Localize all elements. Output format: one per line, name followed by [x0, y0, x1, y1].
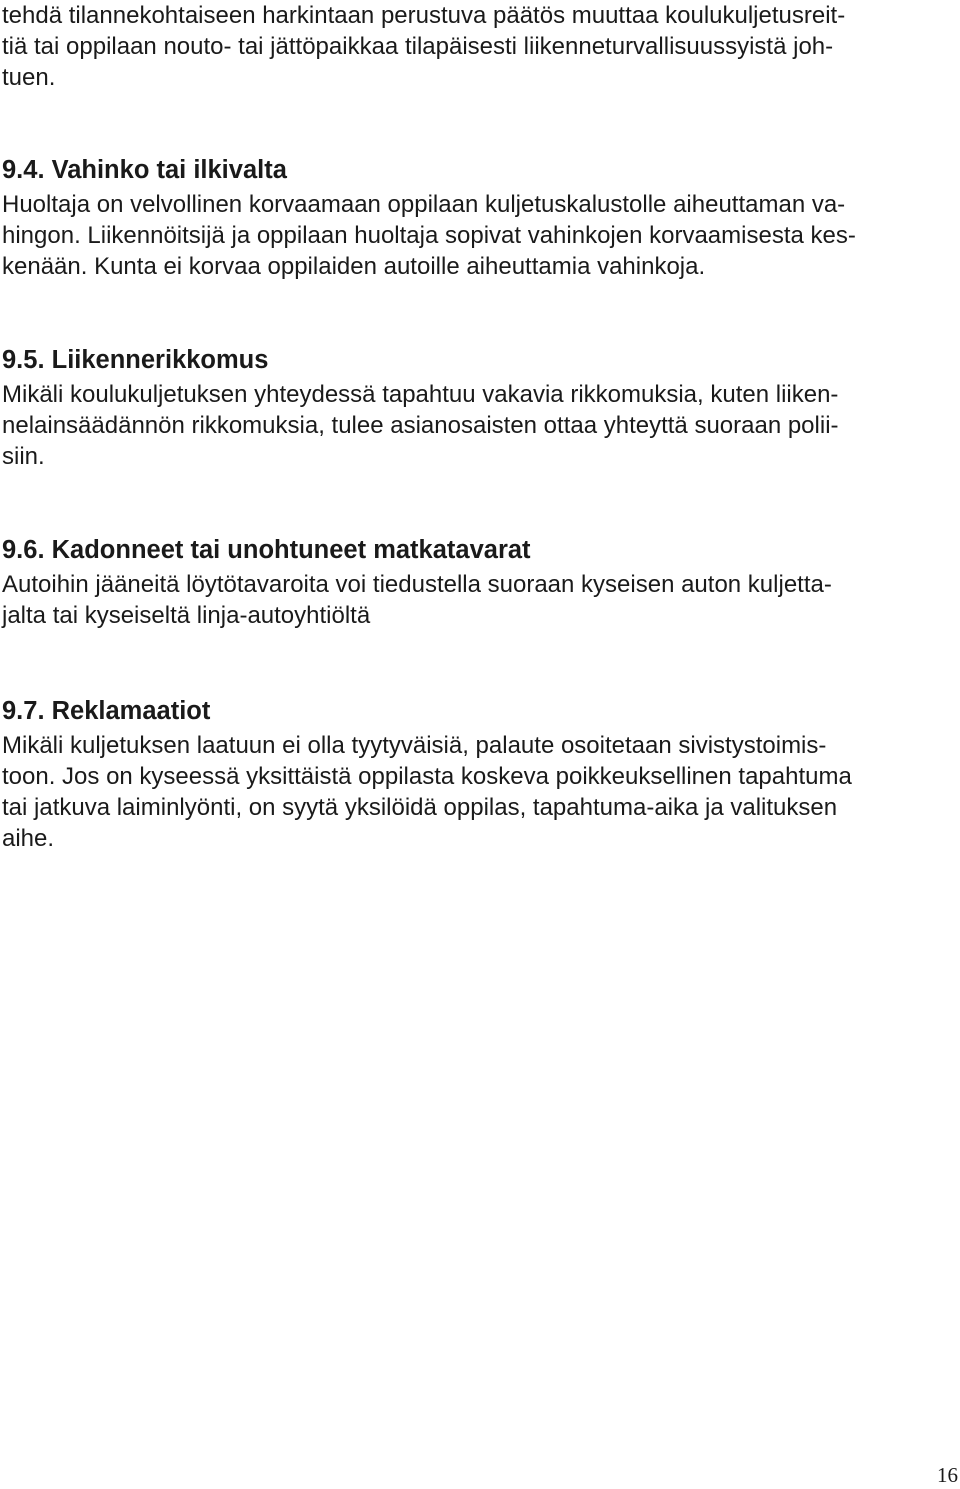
- page-number: 16: [937, 1463, 958, 1487]
- paragraph-line: Huoltaja on velvollinen korvaamaan oppilaan kuljetuskalustolle aiheuttaman va-: [2, 191, 846, 218]
- paragraph-line: Autoihin jääneitä löytötavaroita voi tiedustella suoraan kyseisen auton kuljetta-: [2, 571, 832, 598]
- paragraph-line: tai jatkuva laiminlyönti, on syytä yksilöidä oppilas, tapahtuma-aika ja valituksen: [2, 794, 838, 821]
- paragraph-line: toon. Jos on kyseessä yksittäistä oppilasta koskeva poikkeuksellinen tapahtuma: [2, 763, 852, 790]
- paragraph-line: siin.: [2, 443, 45, 470]
- intro-paragraph: [2, 0, 952, 93]
- section-9-4: [2, 155, 952, 282]
- paragraph-line: tiä tai oppilaan nouto- tai jättöpaikkaa tilapäisesti liikenneturvallisuussyistä joh-: [2, 33, 834, 60]
- paragraph-line: tehdä tilannekohtaiseen harkintaan perustuva päätös muuttaa koulukuljetusreit-: [2, 2, 846, 29]
- paragraph-line: nelainsäädännön rikkomuksia, tulee asianosaisten ottaa yhteyttä suoraan polii-: [2, 412, 839, 439]
- paragraph-line: hingon. Liikennöitsijä ja oppilaan huoltaja sopivat vahinkojen korvaamisesta kes-: [2, 222, 856, 249]
- paragraph-line: aihe.: [2, 825, 55, 852]
- section-9-6: [2, 535, 952, 631]
- section-9-7: [2, 696, 952, 854]
- section-heading: 9.7. Reklamaatiot: [2, 697, 211, 725]
- section-heading: 9.4. Vahinko tai ilkivalta: [2, 156, 287, 184]
- paragraph-line: tuen.: [2, 64, 56, 91]
- section-9-5: [2, 345, 952, 472]
- paragraph-line: jalta tai kyseiseltä linja-autoyhtiöltä: [2, 602, 371, 629]
- paragraph-line: kenään. Kunta ei korvaa oppilaiden autoille aiheuttamia vahinkoja.: [2, 253, 706, 280]
- section-heading: 9.5. Liikennerikkomus: [2, 346, 269, 374]
- paragraph-line: Mikäli kuljetuksen laatuun ei olla tyytyväisiä, palaute osoitetaan sivistystoimis-: [2, 732, 827, 759]
- section-heading: 9.6. Kadonneet tai unohtuneet matkatavarat: [2, 536, 531, 564]
- paragraph-line: Mikäli koulukuljetuksen yhteydessä tapahtuu vakavia rikkomuksia, kuten liiken-: [2, 381, 839, 408]
